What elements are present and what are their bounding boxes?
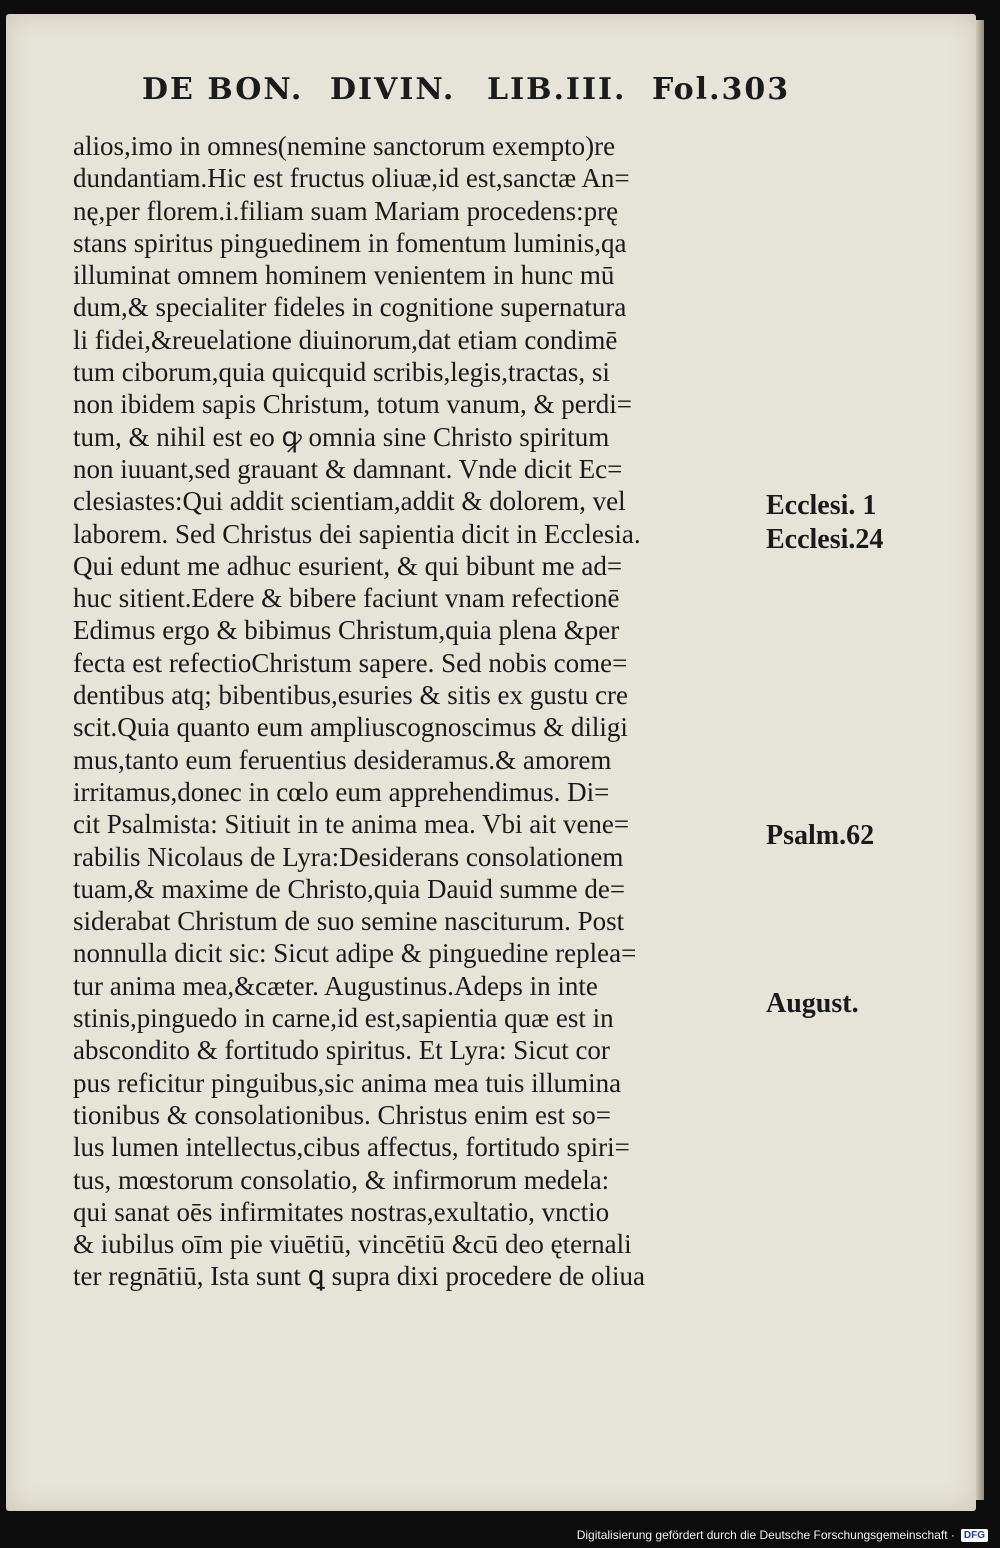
dfg-logo: DFG xyxy=(961,1529,988,1542)
text-line: tus, mœstorum consolatio, & infirmorum medela: xyxy=(73,1164,610,1195)
text-line: tionibus & consolationibus. Christus enim est so= xyxy=(73,1099,611,1130)
text-line: stinis,pinguedo in carne,id est,sapientia quæ est in xyxy=(73,1003,614,1034)
text-line: pus reficitur pinguibus,sic anima mea tuis illumina xyxy=(73,1067,622,1098)
folio-number: Fol.303 xyxy=(652,72,791,107)
text-line: stans spiritus pinguedinem in fomentum luminis,qa xyxy=(73,227,627,258)
text-line: lus lumen intellectus,cibus affectus, fortitudo spiri= xyxy=(73,1132,630,1163)
text-line: laborem. Sed Christus dei sapientia dicit in Ecclesia. xyxy=(73,518,641,549)
margin-note-psalm-62: Psalm.62 xyxy=(766,820,875,851)
text-line: Edimus ergo & bibimus Christum,quia plena &per xyxy=(73,615,620,646)
text-line: non ibidem sapis Christum, totum vanum, & perdi= xyxy=(73,389,632,420)
text-line: cit Psalmista: Sitiuit in te anima mea. Vbi ait vene= xyxy=(73,809,630,840)
text-line: tuam,& maxime de Christo,quia Dauid summe de= xyxy=(73,873,626,904)
text-line: dum,& specialiter fideles in cognitione supernatura xyxy=(73,292,627,323)
text-line: fecta est refectioChristum sapere. Sed nobis come= xyxy=(73,647,628,678)
text-line: nę,per florem.i.filiam suam Mariam procedens:prę xyxy=(73,195,619,226)
text-line: clesiastes:Qui addit scientiam,addit & dolorem, vel xyxy=(73,486,626,517)
text-line: dundantiam.Hic est fructus oliuæ,id est,sanctæ An= xyxy=(73,163,630,194)
text-line: huc sitient.Edere & bibere faciunt vnam refectionē xyxy=(73,583,620,614)
text-line: tur anima mea,&cæter. Augustinus.Adeps in inte xyxy=(73,970,598,1001)
digitization-footer xyxy=(577,1526,988,1544)
text-line: scit.Quia quanto eum ampliuscognoscimus & diligi xyxy=(73,712,628,743)
text-line: illuminat omnem hominem venientem in hunc mū xyxy=(73,260,615,291)
text-line: li fidei,&reuelatione diuinorum,dat etiam condimē xyxy=(73,324,618,355)
text-line: mus,tanto eum feruentius desideramus.& amorem xyxy=(73,744,612,775)
text-line: qui sanat oēs infirmitates nostras,exultatio, vnctio xyxy=(73,1196,610,1227)
margin-note-augustine: August. xyxy=(766,988,859,1019)
text-line: irritamus,donec in cœlo eum apprehendimus. Di= xyxy=(73,776,610,807)
text-line: non iuuant,sed grauant & damnant. Vnde dicit Ec= xyxy=(73,453,623,484)
main-text-block xyxy=(73,130,763,1293)
header-title-part2: DIVIN. xyxy=(330,72,456,107)
text-line: alios,imo in omnes(nemine sanctorum exempto)re xyxy=(73,131,616,161)
text-line: tum ciborum,quia quicquid scribis,legis,tractas, si xyxy=(73,357,610,388)
text-line: abscondito & fortitudo spiritus. Et Lyra: Sicut cor xyxy=(73,1035,610,1066)
page-edge xyxy=(976,20,984,1500)
text-line: Qui edunt me adhuc esurient, & qui bibunt me ad= xyxy=(73,550,623,581)
running-header xyxy=(142,72,791,114)
text-line: rabilis Nicolaus de Lyra:Desiderans consolationem xyxy=(73,841,624,872)
margin-note-ecclesiastes-1: Ecclesi. 1 xyxy=(766,490,877,521)
text-line: dentibus atq; bibentibus,esuries & sitis ex gustu cre xyxy=(73,680,628,711)
footer-credit-text: Digitalisierung gefördert durch die Deutsche Forschungsgemeinschaft · xyxy=(576,1528,955,1542)
text-line: ter regnātiū, Ista sunt ꝗ supra dixi procedere de oliua xyxy=(73,1261,645,1292)
text-line: nonnulla dicit sic: Sicut adipe & pinguedine replea= xyxy=(73,938,637,969)
text-line: & iubilus oīm pie viuētiū, vincētiū &cū deo ęternali xyxy=(73,1229,632,1260)
text-line: tum, & nihil est eo ꝙ omnia sine Christo spiritum xyxy=(73,421,610,452)
header-title-part1: DE BON. xyxy=(142,72,304,107)
header-book-number: LIB.III. xyxy=(487,72,627,107)
text-line: siderabat Christum de suo semine nasciturum. Post xyxy=(73,906,625,937)
margin-note-ecclesiasticus-24: Ecclesi.24 xyxy=(766,524,884,555)
